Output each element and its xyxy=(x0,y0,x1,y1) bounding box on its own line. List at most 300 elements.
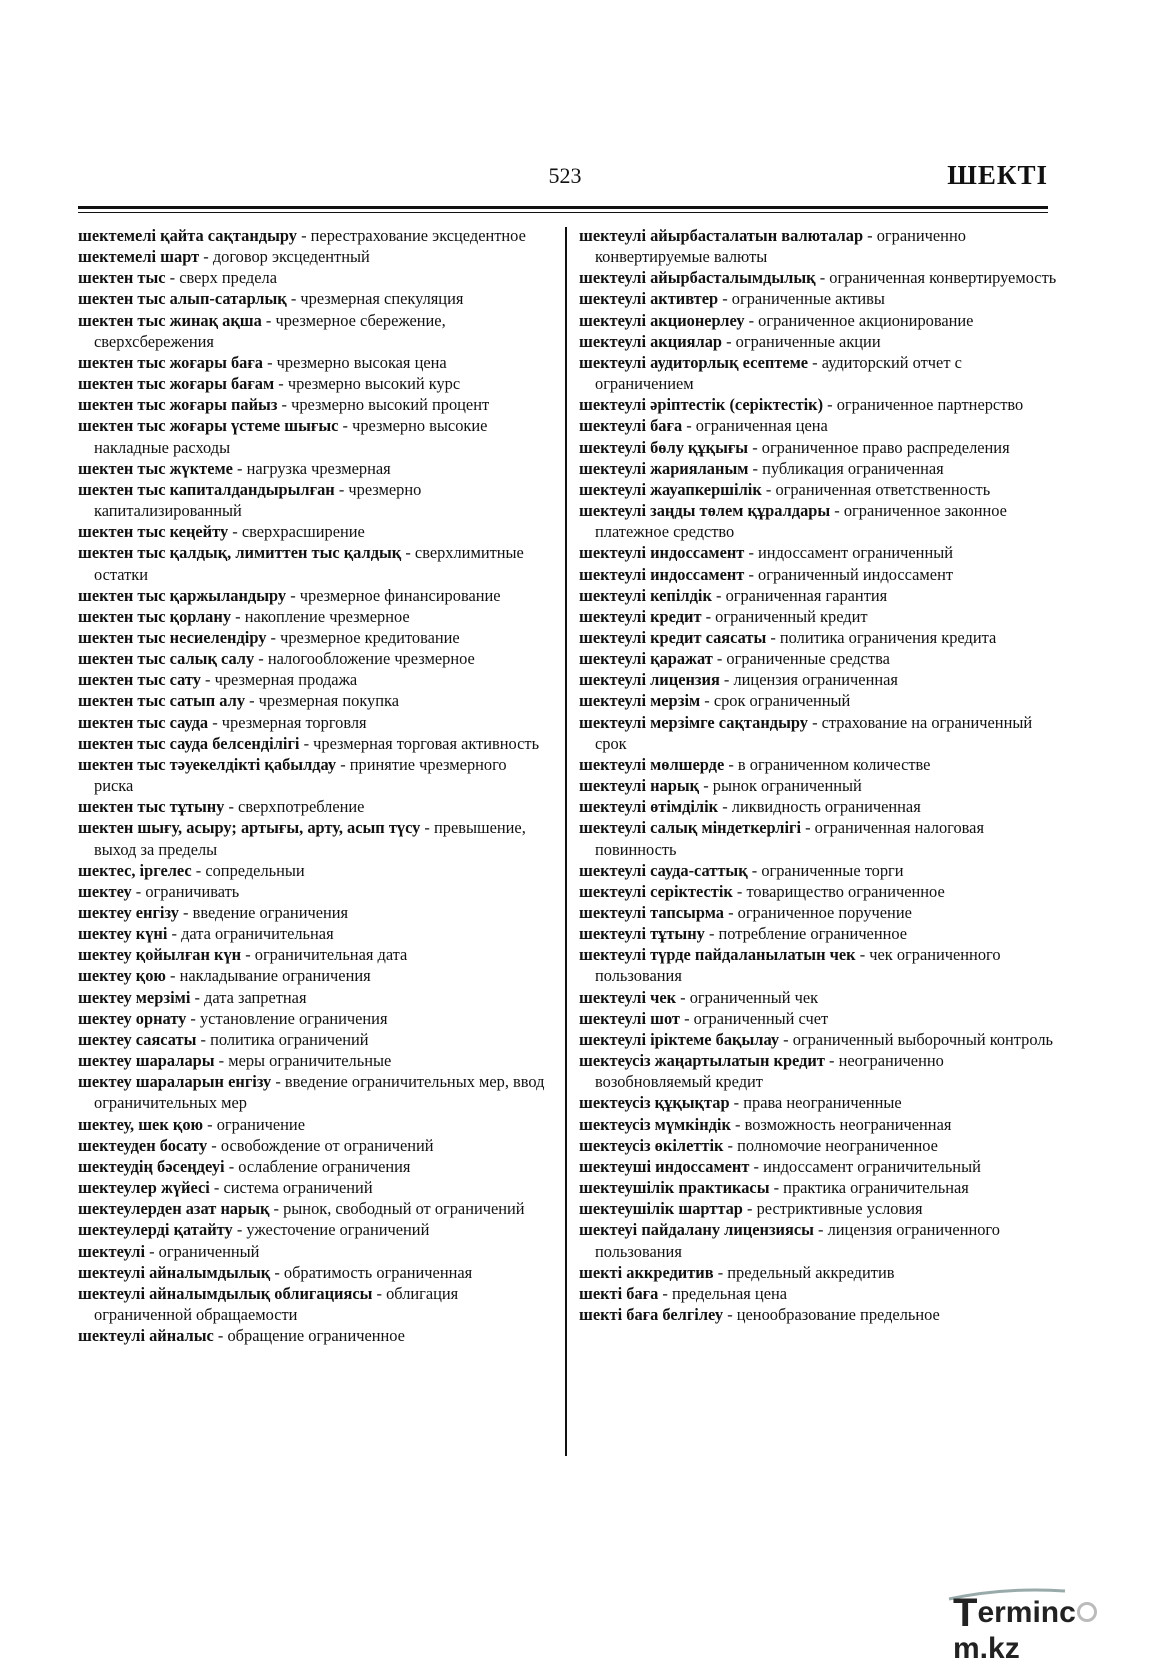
entry-translation: чрезмерное сбережение, сверхсбережения xyxy=(94,310,446,351)
dictionary-entry xyxy=(78,415,548,457)
dictionary-entry xyxy=(579,923,1059,944)
dictionary-entry xyxy=(78,1071,548,1113)
entry-translation: сверхлимитные остатки xyxy=(94,543,524,584)
page-number: 523 xyxy=(548,163,582,188)
entry-separator: - xyxy=(723,903,738,922)
dictionary-entry xyxy=(78,394,548,415)
dictionary-entry xyxy=(78,690,548,711)
entry-term: шектен тыс қорлану xyxy=(78,606,232,626)
entry-separator: - xyxy=(131,881,146,901)
entry-separator: - xyxy=(855,945,870,965)
entry-translation: лицензия ограниченная xyxy=(733,670,898,690)
entry-translation: перестрахование эксцедентное xyxy=(310,226,526,245)
entry-term: шектеулі аудиторлық есептеме xyxy=(579,352,809,372)
entry-translation: рестриктивные условия xyxy=(756,1199,923,1219)
entry-term: шектеусіз жаңартылатын кредит xyxy=(579,1051,825,1071)
entry-term: шектен тыс тұтыну xyxy=(78,797,225,817)
dictionary-entry xyxy=(579,437,1059,458)
entry-translation: накладывание ограничения xyxy=(179,966,371,986)
dictionary-entry xyxy=(78,902,548,923)
entry-separator: - xyxy=(338,416,353,436)
entry-translation: ужесточение ограничений xyxy=(246,1220,430,1240)
dictionary-entry xyxy=(579,479,1059,500)
entry-translation: чрезмерная торговля xyxy=(221,712,367,732)
entry-term: шектес, іргелес xyxy=(78,860,192,880)
right-column xyxy=(579,225,1059,1325)
entry-term: шектеу шараларын енгізу xyxy=(78,1072,272,1092)
entry-translation: чрезмерная продажа xyxy=(214,670,358,690)
dictionary-entry xyxy=(78,1156,548,1177)
dictionary-entry xyxy=(579,881,1059,902)
entry-separator: - xyxy=(748,458,763,478)
dictionary-entry xyxy=(579,267,1059,288)
entry-translation: ограниченно конвертируемые валюты xyxy=(595,226,966,267)
entry-term: шектеушілік практикасы xyxy=(579,1178,770,1198)
dictionary-entry xyxy=(579,627,1059,648)
entry-translation: чрезмерная торговая активность xyxy=(313,733,540,753)
entry-separator: - xyxy=(186,1008,200,1028)
entry-translation: полномочие неограниченное xyxy=(737,1135,938,1155)
entry-separator: - xyxy=(807,712,822,732)
entry-term: шектен тыс жоғары пайыз xyxy=(78,395,278,415)
entry-term: шектен тыс салық салу xyxy=(78,649,255,669)
entry-separator: - xyxy=(228,522,242,542)
dictionary-entry xyxy=(78,585,548,606)
entry-translation: введение ограничения xyxy=(192,903,349,922)
dictionary-entry xyxy=(78,352,548,373)
entry-separator: - xyxy=(214,1051,229,1071)
entry-translation: ограниченный счет xyxy=(693,1008,829,1028)
entry-term: шектеу енгізу xyxy=(78,903,179,922)
entry-translation: политика ограничения кредита xyxy=(779,627,997,647)
entry-translation: ограниченная ответственность xyxy=(775,479,991,499)
entry-translation: ограниченное партнерство xyxy=(836,395,1024,415)
entry-translation: чрезмерное финансирование xyxy=(299,585,501,605)
dictionary-entry xyxy=(579,796,1059,817)
entry-translation: ослабление ограничения xyxy=(238,1156,411,1176)
entry-separator: - xyxy=(824,1051,839,1071)
entry-term: шектемелі қайта сақтандыру xyxy=(78,226,297,245)
entry-term: шектеуден босату xyxy=(78,1135,208,1155)
entry-term: шектеулі салық міндеткерлігі xyxy=(579,818,802,838)
entry-term: шекті аккредитив xyxy=(579,1262,714,1282)
entry-term: шектеулі лицензия xyxy=(579,670,720,690)
entry-separator: - xyxy=(823,395,837,415)
entry-separator: - xyxy=(719,670,734,690)
dictionary-entry xyxy=(579,817,1059,859)
dictionary-entry xyxy=(78,1177,548,1198)
entry-term: шектен тыс несиелендіру xyxy=(78,627,267,647)
entry-translation: права неограниченные xyxy=(743,1093,902,1113)
dictionary-entry xyxy=(78,712,548,733)
entry-translation: сверх предела xyxy=(179,268,277,288)
entry-separator: - xyxy=(813,1220,828,1240)
entry-translation: публикация ограниченная xyxy=(762,458,944,478)
dictionary-entry xyxy=(579,310,1059,331)
entry-term: шектеулі түрде пайдаланылатын чек xyxy=(579,945,856,965)
entry-separator: - xyxy=(769,1178,784,1198)
logo-letter-t: T xyxy=(953,1591,978,1635)
entry-term: шектен шығу, асыру; артығы, арту, асып түсу xyxy=(78,818,421,838)
entry-separator: - xyxy=(269,1199,284,1219)
entry-term: шектеулі мерзім xyxy=(579,691,701,711)
entry-translation: потребление ограниченное xyxy=(718,924,908,944)
entry-translation: ограничительная дата xyxy=(254,945,408,965)
dictionary-entry xyxy=(78,944,548,965)
entry-separator: - xyxy=(274,374,288,394)
entry-separator: - xyxy=(724,754,738,774)
dictionary-entry xyxy=(78,860,548,881)
entry-separator: - xyxy=(863,226,877,245)
entry-translation: освобождение от ограничений xyxy=(220,1135,434,1155)
dictionary-entry xyxy=(579,1008,1059,1029)
entry-separator: - xyxy=(742,1199,757,1219)
entry-separator: - xyxy=(207,1135,221,1155)
dictionary-entry xyxy=(78,627,548,648)
entry-separator: - xyxy=(711,585,726,605)
entry-separator: - xyxy=(224,797,239,817)
entry-separator: - xyxy=(191,860,206,880)
entry-separator: - xyxy=(682,416,696,436)
dictionary-entry xyxy=(579,415,1059,436)
entry-separator: - xyxy=(208,712,222,732)
entry-separator: - xyxy=(701,606,716,626)
header-rule xyxy=(78,206,1048,209)
entry-term: шектеулі айналымдылық xyxy=(78,1262,271,1282)
entry-term: шектен тыс сауда белсенділігі xyxy=(78,733,300,753)
entry-separator: - xyxy=(334,479,349,499)
entry-separator: - xyxy=(297,226,311,245)
dictionary-entry xyxy=(78,796,548,817)
entry-term: шектен тыс қаржыландыру xyxy=(78,585,287,605)
entry-term: шектеулі әріптестік (серіктестік) xyxy=(579,395,824,415)
entry-separator: - xyxy=(713,1262,728,1282)
entry-separator: - xyxy=(749,1156,764,1176)
dictionary-entry xyxy=(78,881,548,902)
entry-separator: - xyxy=(199,247,213,267)
entry-translation: предельный аккредитив xyxy=(727,1262,895,1282)
entry-translation: чрезмерная спекуляция xyxy=(300,289,464,309)
dictionary-entry xyxy=(78,1262,548,1283)
entry-term: шектеудің бәсеңдеуі xyxy=(78,1156,225,1176)
entry-term: шектеу, шек қою xyxy=(78,1114,204,1134)
dictionary-entry xyxy=(579,331,1059,352)
entry-separator: - xyxy=(718,289,732,309)
entry-translation: накопление чрезмерное xyxy=(244,606,410,626)
entry-term: шектеусіз өкілеттік xyxy=(579,1135,724,1155)
entry-separator: - xyxy=(718,797,732,817)
entry-translation: чрезмерная покупка xyxy=(258,691,400,711)
entry-separator: - xyxy=(744,564,759,584)
entry-translation: практика ограничительная xyxy=(783,1178,969,1198)
entry-translation: сопредельныи xyxy=(205,860,305,880)
entry-translation: ограниченный чек xyxy=(689,987,819,1007)
dictionary-entry xyxy=(78,521,548,542)
dictionary-entry xyxy=(78,267,548,288)
entry-separator: - xyxy=(372,1283,387,1303)
dictionary-entry xyxy=(78,669,548,690)
entry-translation: ограничивать xyxy=(145,881,240,901)
entry-term: шектеулі бөлу құқығы xyxy=(579,437,749,457)
entry-translation: аудиторский отчет с ограничением xyxy=(595,352,962,394)
entry-term: шекті баға xyxy=(579,1283,659,1303)
dictionary-entry xyxy=(579,352,1059,394)
dictionary-entry xyxy=(579,1177,1059,1198)
dictionary-entry xyxy=(78,542,548,584)
entry-term: шектеулі сауда-саттық xyxy=(579,860,748,880)
dictionary-entry xyxy=(579,1092,1059,1113)
entry-term: шектен тыс сауда xyxy=(78,712,209,732)
entry-term: шектеу қойылған күн xyxy=(78,945,242,965)
dictionary-entry xyxy=(579,1135,1059,1156)
entry-translation: ограниченное законное платежное средство xyxy=(595,501,1007,542)
entry-separator: - xyxy=(779,1029,793,1049)
entry-term: шектеу шаралары xyxy=(78,1051,215,1071)
entry-term: шектеулі кредит саясаты xyxy=(579,627,767,647)
entry-term: шектеу қою xyxy=(78,966,166,986)
entry-separator: - xyxy=(213,1326,228,1346)
dictionary-entry xyxy=(579,775,1059,796)
dictionary-entry xyxy=(78,246,548,267)
logo-text-mkz: m.kz xyxy=(953,1632,1020,1665)
entry-term: шектеулі акционерлеу xyxy=(579,310,745,330)
dictionary-entry xyxy=(78,987,548,1008)
dictionary-entry xyxy=(579,1283,1059,1304)
entry-term: шектеулі жарияланым xyxy=(579,458,749,478)
entry-translation: ограниченное право распределения xyxy=(761,437,1010,457)
logo-o-icon xyxy=(1077,1602,1097,1622)
entry-term: шектеулі чек xyxy=(579,987,677,1007)
entry-term: шектеулі активтер xyxy=(579,289,719,309)
entry-term: шектемелі шарт xyxy=(78,247,200,267)
entry-term: шектеуі пайдалану лицензиясы xyxy=(579,1220,814,1240)
entry-term: шектеулі айырбасталатын валюталар xyxy=(579,226,864,245)
entry-term: шектен тыс жоғары баға xyxy=(78,352,263,372)
entry-separator: - xyxy=(241,945,255,965)
entry-translation: товарищество ограниченное xyxy=(746,881,945,901)
entry-translation: нагрузка чрезмерная xyxy=(246,458,391,478)
entry-translation: чрезмерно высокий процент xyxy=(291,395,490,415)
entry-term: шектен тыс сатып алу xyxy=(78,691,246,711)
entry-term: шектеу күні xyxy=(78,924,168,944)
entry-separator: - xyxy=(167,924,182,944)
dictionary-entry xyxy=(579,902,1059,923)
entry-term: шектеулі іріктеме бақылау xyxy=(579,1029,780,1049)
entry-translation: ограниченная налоговая повинность xyxy=(595,818,984,859)
dictionary-entry xyxy=(579,944,1059,986)
entry-term: шектеулі xyxy=(78,1241,146,1261)
dictionary-entry xyxy=(78,606,548,627)
dictionary-entry xyxy=(579,860,1059,881)
header-rule-thin xyxy=(78,212,1048,213)
dictionary-entry xyxy=(78,965,548,986)
entry-separator: - xyxy=(270,1262,284,1282)
entry-term: шектеулі кредит xyxy=(579,606,702,626)
left-column xyxy=(78,225,548,1346)
entry-translation: сверхрасширение xyxy=(241,522,365,542)
entry-translation: ликвидность ограниченная xyxy=(731,797,921,817)
entry-translation: сверхпотребление xyxy=(238,797,365,817)
dictionary-entry xyxy=(579,987,1059,1008)
entry-translation: рынок ограниченный xyxy=(712,776,862,796)
entry-term: шектеулі айырбасталымдылық xyxy=(579,268,816,288)
entry-translation: ограниченные средства xyxy=(726,649,890,669)
entry-translation: возможность неограниченная xyxy=(744,1114,952,1134)
entry-term: шектеулер жүйесі xyxy=(78,1178,210,1198)
entry-separator: - xyxy=(336,754,350,774)
dictionary-entry xyxy=(579,1156,1059,1177)
entry-translation: политика ограничений xyxy=(210,1029,369,1049)
entry-separator: - xyxy=(704,924,719,944)
entry-translation: обращение ограниченное xyxy=(227,1326,405,1346)
entry-term: шектеулі қаражат xyxy=(579,649,713,669)
entry-separator: - xyxy=(723,1135,738,1155)
entry-term: шектен тыс xyxy=(78,268,166,288)
entry-separator: - xyxy=(658,1283,672,1303)
entry-translation: ограниченное поручение xyxy=(737,903,912,922)
logo-text-ermin: ermin xyxy=(977,1596,1060,1629)
entry-term: шектен тыс сату xyxy=(78,670,201,690)
entry-separator: - xyxy=(808,352,822,372)
entry-separator: - xyxy=(178,903,193,922)
entry-term: шектен тыс кеңейту xyxy=(78,522,229,542)
entry-term: шектеу xyxy=(78,881,132,901)
entry-separator: - xyxy=(232,458,247,478)
dictionary-entry xyxy=(579,754,1059,775)
dictionary-entry xyxy=(78,923,548,944)
entry-translation: страхование на ограниченный срок xyxy=(595,712,1033,753)
entry-term: шектеулі айналымдылық облигациясы xyxy=(78,1283,373,1303)
termincom-logo xyxy=(945,1585,1145,1665)
entry-separator: - xyxy=(190,987,205,1007)
entry-separator: - xyxy=(747,860,762,880)
entry-translation: налогообложение чрезмерное xyxy=(267,649,475,669)
entry-term: шектеулі шот xyxy=(579,1008,680,1028)
entry-separator: - xyxy=(271,1072,285,1092)
entry-term: шектеушілік шарттар xyxy=(579,1199,743,1219)
entry-translation: обратимость ограниченная xyxy=(283,1262,473,1282)
dictionary-entry xyxy=(579,500,1059,542)
entry-separator: - xyxy=(203,1114,217,1134)
dictionary-entry xyxy=(78,1114,548,1135)
dictionary-entry xyxy=(579,1198,1059,1219)
dictionary-entry xyxy=(78,458,548,479)
entry-separator: - xyxy=(801,818,815,838)
dictionary-entry xyxy=(78,225,548,246)
column-divider xyxy=(565,227,567,1456)
entry-separator: - xyxy=(254,649,268,669)
entry-term: шектеулі индоссамент xyxy=(579,543,745,563)
entry-term: шектеулі индоссамент xyxy=(579,564,745,584)
dictionary-entry xyxy=(579,690,1059,711)
entry-translation: в ограниченном количестве xyxy=(737,754,931,774)
dictionary-entry xyxy=(579,458,1059,479)
entry-translation: ограничение xyxy=(216,1114,305,1134)
dictionary-entry xyxy=(78,817,548,859)
dictionary-entry xyxy=(78,1219,548,1240)
entry-translation: чрезмерно капитализированный xyxy=(94,479,422,521)
entry-separator: - xyxy=(165,268,180,288)
entry-term: шектеулі акциялар xyxy=(579,331,723,351)
entry-translation: принятие чрезмерного риска xyxy=(94,754,507,796)
entry-translation: ограниченный индоссамент xyxy=(758,564,953,584)
entry-term: шектен тыс тәуекелдікті қабылдау xyxy=(78,754,337,774)
entry-separator: - xyxy=(676,987,690,1007)
dictionary-entry xyxy=(78,1050,548,1071)
entry-separator: - xyxy=(748,437,762,457)
dictionary-entry xyxy=(579,1114,1059,1135)
entry-translation: ограниченное акционирование xyxy=(758,310,974,330)
entry-translation: система ограничений xyxy=(223,1178,373,1198)
dictionary-entry xyxy=(579,1304,1059,1325)
dictionary-entry xyxy=(78,1283,548,1325)
dictionary-entry xyxy=(78,479,548,521)
entry-translation: ограниченная гарантия xyxy=(725,585,888,605)
entry-term: шектеулерден азат нарық xyxy=(78,1199,270,1219)
entry-translation: неограниченно возобновляемый кредит xyxy=(595,1051,944,1092)
entry-separator: - xyxy=(286,289,301,309)
entry-separator: - xyxy=(263,352,277,372)
entry-translation: дата запретная xyxy=(204,987,307,1007)
entry-translation: срок ограниченный xyxy=(713,691,851,711)
running-head: ШЕКТІ xyxy=(947,160,1048,190)
entry-separator: - xyxy=(200,670,215,690)
entry-separator: - xyxy=(699,776,713,796)
entry-separator: - xyxy=(209,1178,224,1198)
entry-term: шектеулі нарық xyxy=(579,776,700,796)
dictionary-entry xyxy=(78,373,548,394)
entry-separator: - xyxy=(261,310,276,330)
entry-translation: ограниченная конвертируемость xyxy=(829,268,1057,288)
entry-term: шектеуші индоссамент xyxy=(579,1156,750,1176)
dictionary-entry xyxy=(579,585,1059,606)
entry-translation: предельная цена xyxy=(671,1283,788,1303)
entry-separator: - xyxy=(744,543,759,563)
dictionary-entry xyxy=(78,310,548,352)
entry-separator: - xyxy=(266,627,281,647)
dictionary-entry xyxy=(579,288,1059,309)
entry-translation: ограниченный xyxy=(158,1241,260,1261)
dictionary-entry xyxy=(579,669,1059,690)
entry-translation: чрезмерно высокие накладные расходы xyxy=(94,416,488,457)
logo-text-c: c xyxy=(1059,1596,1076,1629)
entry-separator: - xyxy=(224,1156,239,1176)
entry-translation: превышение, выход за пределы xyxy=(94,818,526,859)
entry-term: шектеусіз құқықтар xyxy=(579,1093,730,1113)
entry-term: шектен тыс жоғары бағам xyxy=(78,374,275,394)
entry-separator: - xyxy=(420,818,434,838)
entry-separator: - xyxy=(761,479,776,499)
entry-term: шектен тыс алып-сатарлық xyxy=(78,289,287,309)
entry-translation: чек ограниченного пользования xyxy=(595,945,1001,986)
entry-separator: - xyxy=(165,966,180,986)
entry-separator: - xyxy=(766,627,780,647)
entry-separator: - xyxy=(277,395,292,415)
entry-separator: - xyxy=(730,1114,745,1134)
dictionary-entry xyxy=(78,1241,548,1262)
entry-separator: - xyxy=(732,881,747,901)
entry-translation: введение ограничительных мер, ввод ограничительных мер xyxy=(94,1072,545,1113)
entry-separator: - xyxy=(815,268,830,288)
entry-translation: договор эксцедентный xyxy=(212,247,370,267)
entry-separator: - xyxy=(196,1029,211,1049)
entry-translation: ограниченные торги xyxy=(761,860,904,880)
dictionary-entry xyxy=(579,542,1059,563)
entry-term: шектен тыс қалдық, лимиттен тыс қалдық xyxy=(78,543,402,563)
entry-separator: - xyxy=(245,691,259,711)
entry-translation: индоссамент ограничительный xyxy=(763,1156,981,1176)
dictionary-entry xyxy=(579,1262,1059,1283)
